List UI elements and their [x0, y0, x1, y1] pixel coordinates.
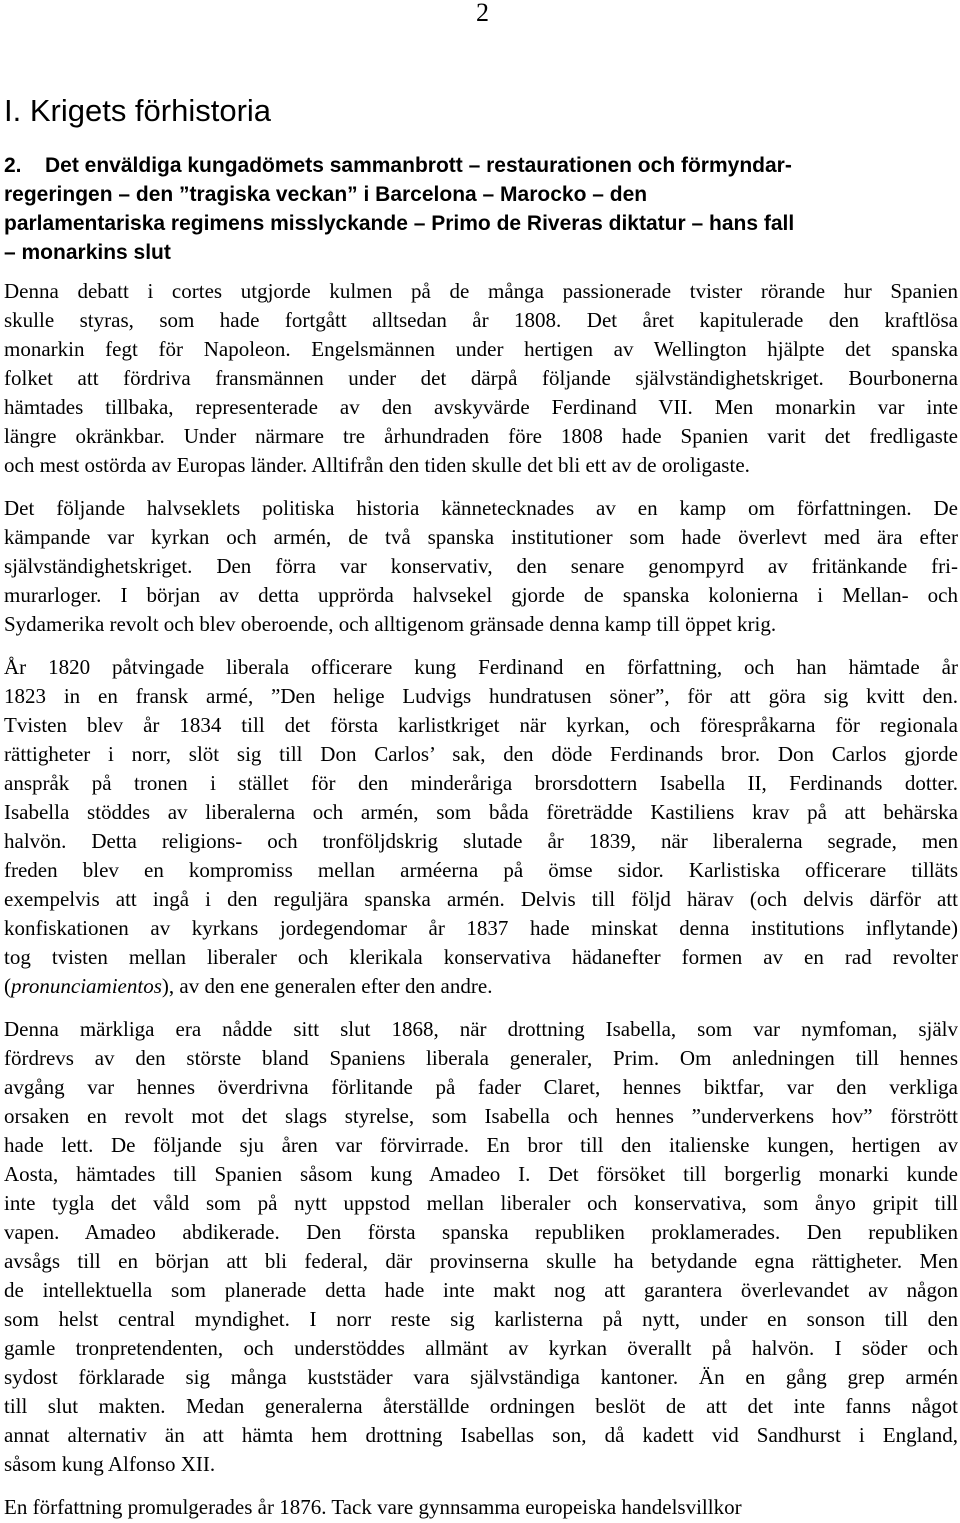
paragraph-line: År 1820 påtvingade liberala officerare kung Ferdinand en författning, och han hämtade år: [4, 655, 958, 679]
body-text: [4, 277, 958, 1522]
paragraph-line: Det följande halvseklets politiska historia kännetecknades av en kamp om författningen. De: [4, 496, 958, 520]
paragraph-gap: [4, 1479, 958, 1493]
paragraph-gap: [4, 480, 958, 494]
paragraph: [4, 1493, 958, 1522]
paragraph-line: avgång var hennes överdrivna förlitande på fader Claret, hennes biktfar, var den verkliga: [4, 1075, 958, 1099]
paragraph-line: sydost förklarade sig många kuststäder vara självständiga kantoner. Än en gång grep armén: [4, 1365, 958, 1389]
section-heading: [4, 151, 960, 267]
paragraph-line: anspråk på tronen i stället för den minderåriga brorsdottern Isabella II, Ferdinands dotter.: [4, 771, 958, 795]
paragraph-line: som helst central myndighet. I norr reste sig karlisterna på nytt, under en sonson till den: [4, 1307, 958, 1331]
paragraph: [4, 1015, 958, 1479]
paragraph-line: hade lett. De följande sju åren var förvirrade. En bror till den italienske kungen, hertigen av: [4, 1133, 958, 1157]
paragraph: [4, 277, 958, 480]
paragraph-line: Aosta, hämtades till Spanien såsom kung Amadeo I. Det försöket till borgerlig monarki kunde: [4, 1162, 958, 1186]
paragraph: [4, 653, 958, 1001]
paragraph-line: fördrevs av den störste bland Spaniens liberala generaler, Prim. Om anledningen till hennes: [4, 1046, 958, 1070]
paragraph-line: inte tygla det våld som på nytt uppstod mellan liberaler och konservativa, som ånyo gripit till: [4, 1191, 958, 1215]
paragraph-line: folket att fördriva fransmännen under det därpå följande självständighetskriget. Bourbonerna: [4, 366, 958, 390]
paragraph-line: de intellektuella som planerade detta hade inte makt nog att garantera överlevandet av någon: [4, 1278, 958, 1302]
paragraph-line: längre okränkbar. Under närmare tre århundraden före 1808 hade Spanien varit det fredligaste: [4, 424, 958, 448]
paragraph-line: exempelvis att ingå i den reguljära spanska armén. Delvis till följd härav (och delvis därför att: [4, 887, 958, 911]
paragraph-line: konfiskationen av kyrkans jordegendomar år 1837 hade minskat denna institutions inflytande): [4, 916, 958, 940]
italic-term: pronunciamientos: [11, 974, 162, 998]
paragraph-line: monarkin fegt för Napoleon. Engelsmännen under hertigen av Wellington hjälpte det spanska: [4, 337, 958, 361]
section-number: 2.: [4, 154, 22, 177]
paragraph-line: halvön. Detta religions- och tronföljdskrig slutade år 1839, när liberalerna segrade, men: [4, 829, 958, 853]
paragraph-line: avsågs till en början att bli federal, där provinserna skulle ha betydande egna rättigheter. Men: [4, 1249, 958, 1273]
paragraph-line: annat alternativ än att hämta hem drottning Isabellas son, då kadett vid Sandhurst i England,: [4, 1423, 958, 1447]
paragraph-line: orsaken en revolt mot det slags styrelse, som Isabella och hennes ”underverkens hov” förstrött: [4, 1104, 958, 1128]
paragraph-line: murarloger. I början av detta upprörda halvsekel gjorde de spanska kolonierna i Mellan- och: [4, 583, 958, 607]
page-number: 2: [476, 0, 489, 27]
chapter-title: I. Krigets förhistoria: [4, 93, 272, 128]
paragraph-gap: [4, 639, 958, 653]
paragraph: [4, 494, 958, 639]
paragraph-line: En författning promulgerades år 1876. Tack vare gynnsamma europeiska handelsvillkor: [4, 1495, 742, 1519]
paragraph-line: Denna debatt i cortes utgjorde kulmen på de många passionerade tvister rörande hur Spanien: [4, 279, 958, 303]
paragraph-line: hämtades tillbaka, representerade av den avskyvärde Ferdinand VII. Men monarkin var inte: [4, 395, 958, 419]
paragraph-line: Tvisten blev år 1834 till det första karlistkriget när kyrkan, och förespråkarna för regionala: [4, 713, 958, 737]
section-heading-line: 2. Det enväldiga kungadömets sammanbrott – restaurationen och förmyndar-: [4, 154, 792, 177]
paragraph-gap: [4, 1001, 958, 1015]
paragraph-line: tog tvisten mellan liberaler och klerikala konservativa hädanefter formen av en rad revolter: [4, 945, 958, 969]
paragraph-line: gamle tronpretendenten, och understöddes allmänt av kyrkan överallt på halvön. I söder och: [4, 1336, 958, 1360]
paragraph-line: skulle styras, som hade fortgått alltsedan år 1808. Det året kapitulerade den kraftlösa: [4, 308, 958, 332]
section-heading-line: – monarkins slut: [4, 241, 171, 264]
paragraph-line: rättigheter i norr, slöt sig till Don Carlos’ sak, den döde Ferdinands bror. Don Carlos gjorde: [4, 742, 958, 766]
paragraph-line: självständighetskriget. Den förra var konservativ, den senare genompyrd av fritänkande fri-: [4, 554, 958, 578]
section-heading-line: parlamentariska regimens misslyckande – Primo de Riveras diktatur – hans fall: [4, 212, 795, 235]
paragraph-line: till slut makten. Medan generalerna återställde ordningen beslöt de att det inte fanns något: [4, 1394, 958, 1418]
paragraph-line: (pronunciamientos), av den ene generalen efter den andre.: [4, 974, 493, 998]
paragraph-line: freden blev en kompromiss mellan arméerna på ömse sidor. Karlistiska officerare tilläts: [4, 858, 958, 882]
paragraph-line: Isabella stöddes av liberalerna och armén, som båda företrädde Kastiliens krav på att behärska: [4, 800, 958, 824]
section-heading-line: regeringen – den ”tragiska veckan” i Barcelona – Marocko – den: [4, 183, 648, 206]
paragraph-line: såsom kung Alfonso XII.: [4, 1452, 216, 1476]
paragraph-line: 1823 in en fransk armé, ”Den helige Ludvigs hundratusen söner”, för att göra sig kvitt den.: [4, 684, 958, 708]
paragraph-line: och mest ostörda av Europas länder. Alltifrån den tiden skulle det bli ett av de oroligaste.: [4, 453, 750, 477]
paragraph-line: vapen. Amadeo abdikerade. Den första spanska republiken proklamerades. Den republiken: [4, 1220, 958, 1244]
paragraph-line: kämpande var kyrkan och armén, de två spanska institutioner som hade överlevt med ära efter: [4, 525, 958, 549]
paragraph-line: Denna märkliga era nådde sitt slut 1868, när drottning Isabella, som var nymfoman, själv: [4, 1017, 958, 1041]
paragraph-line: Sydamerika revolt och blev oberoende, och alltigenom gränsade denna kamp till öppet krig.: [4, 612, 777, 636]
